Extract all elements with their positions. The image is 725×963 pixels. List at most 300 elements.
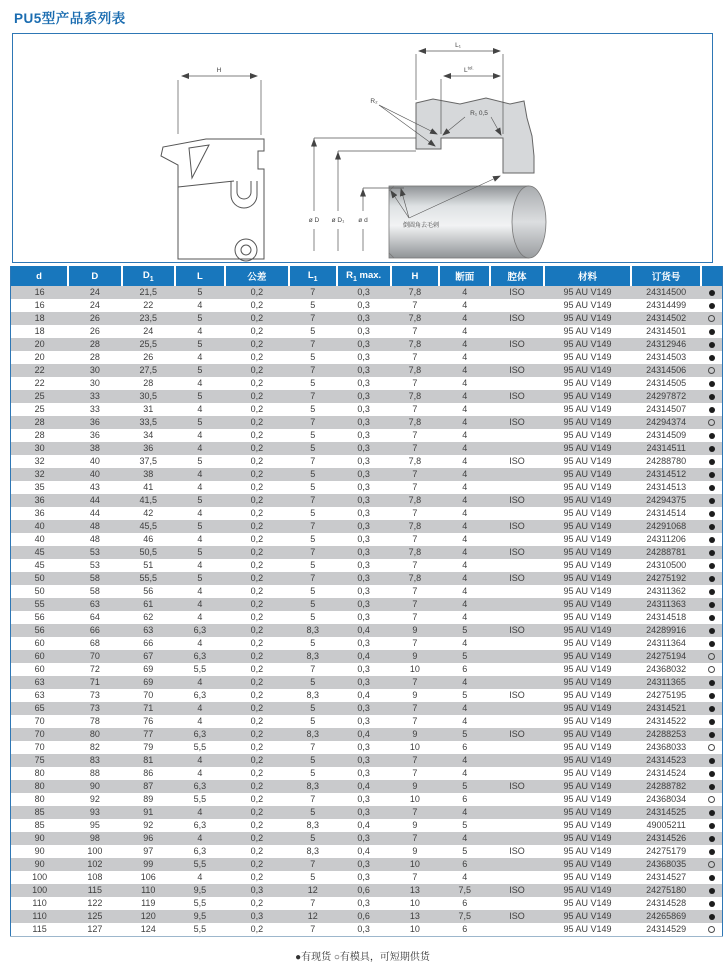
cell: 7 [310,742,316,752]
cell: 24368033 [646,742,687,752]
cell: 6 [462,859,468,869]
cell: 7,8 [408,365,422,375]
cell: 70 [143,690,154,700]
cell: ISO [509,417,525,427]
cell: 0,2 [250,508,264,518]
cell: 110 [141,885,156,895]
cell: 22 [34,365,45,375]
cell: 93 [89,807,100,817]
availability-cell [701,845,722,858]
cell: 7,8 [408,339,422,349]
cell: 10 [409,742,420,752]
table-row [11,364,723,377]
cell: ISO [509,456,525,466]
seal-drawing-svg [13,34,712,262]
cell: 41 [143,482,154,492]
cell: 24314501 [646,326,687,336]
cell: 5 [197,417,203,427]
cell: 5 [310,872,316,882]
cell: 23,5 [139,313,158,323]
cell: 7 [310,456,316,466]
cell: 7 [412,469,418,479]
cell: 7,8 [408,391,422,401]
column-header: d [11,266,69,286]
cell: 38 [143,469,154,479]
cell: 5,5 [193,742,207,752]
cell: 0,6 [357,885,370,895]
groove-installation-view [309,42,546,258]
availability-cell [701,650,722,663]
mold-available-dot [708,315,715,322]
cell: 25 [34,404,45,414]
cell: 24314512 [646,469,687,479]
table-row [11,377,723,390]
cell: 95 AU V149 [563,313,612,323]
cell: 5 [310,352,316,362]
cell: 6,3 [193,781,207,791]
cell: 24314509 [646,430,687,440]
availability-cell [701,832,722,845]
cell: 7,8 [408,495,422,505]
cell: 7 [412,716,418,726]
cell: 0,2 [250,924,264,934]
cell: 79 [143,742,154,752]
cell: 0,3 [357,768,370,778]
cell: 4 [462,300,468,310]
cell: 7 [412,638,418,648]
column-header [701,266,722,286]
cell: 24314524 [646,768,687,778]
cell: 5 [462,729,468,739]
cell: 0,3 [357,352,370,362]
cell: 95 AU V149 [563,417,612,427]
cell: 7,8 [408,521,422,531]
cell [490,468,543,481]
cell: 40 [89,469,100,479]
cell: 25,5 [139,339,158,349]
cell [490,702,543,715]
cell: 43 [89,482,100,492]
cell [490,585,543,598]
in-stock-dot [709,446,715,452]
cell: 0,2 [250,456,264,466]
availability-cell [701,754,722,767]
column-header: 断面 [439,266,490,286]
availability-cell [701,819,722,832]
cell: 4 [462,547,468,557]
cell: 73 [89,690,100,700]
cell: 5,5 [193,859,207,869]
cell: 9 [412,651,418,661]
cell: 8,3 [306,820,319,830]
cell: 0,2 [250,846,264,856]
cell: 0,3 [357,586,370,596]
cell [490,897,543,910]
cell: 26 [89,313,100,323]
cell: 24314506 [646,365,687,375]
column-header: 腔体 [490,266,543,286]
cell: 0,2 [250,638,264,648]
cell: 55 [34,599,45,609]
cell: 9 [412,625,418,635]
in-stock-dot [709,914,715,920]
seal-profile-outline [161,139,264,259]
cell: 24368035 [646,859,687,869]
cell: 4 [197,404,203,414]
cell: 53 [89,560,100,570]
cell: 5 [462,820,468,830]
cell [490,403,543,416]
cell: 115 [87,885,103,895]
cell: 64 [89,612,100,622]
cell: 24314502 [646,313,687,323]
cell: 7 [310,924,316,934]
cell: 0,3 [357,872,370,882]
in-stock-dot [709,706,715,712]
availability-cell [701,520,722,533]
availability-cell [701,923,722,937]
cell: 0,2 [250,534,264,544]
cell: 30,5 [139,391,158,401]
cell: 55,5 [139,573,158,583]
cell: 0,2 [250,664,264,674]
cell: 5 [310,534,316,544]
cell: 99 [143,859,154,869]
availability-cell [701,312,722,325]
cell: 4 [197,560,203,570]
cell: 0,3 [357,521,370,531]
cell: 95 AU V149 [563,677,612,687]
availability-cell [701,286,722,299]
table-row [11,390,723,403]
availability-cell [701,325,722,338]
cell: 95 AU V149 [563,326,612,336]
cell: 0,2 [250,651,264,661]
in-stock-dot [709,537,715,543]
cell: 7 [412,768,418,778]
cell: 98 [89,833,100,843]
cell: 5 [310,768,316,778]
cell: 31 [143,404,154,414]
cell: 21,5 [139,287,158,297]
cell: 0,2 [250,339,264,349]
cell: 6 [462,898,468,908]
cell: 0,2 [250,820,264,830]
cell: 5 [462,690,468,700]
availability-cell [701,702,722,715]
cell: 0,3 [357,534,370,544]
cell: 0,3 [357,482,370,492]
availability-cell [701,858,722,871]
cell: 0,4 [357,625,370,635]
availability-cell [701,585,722,598]
availability-cell [701,676,722,689]
cell: 0,2 [250,365,264,375]
cell: 87 [143,781,154,791]
table-header-row [11,266,723,286]
rod-shape [389,186,546,258]
cell: 0,3 [357,833,370,843]
cell: 7 [310,573,316,583]
cell: 70 [34,729,45,739]
cell: 7 [412,508,418,518]
cell: 95 AU V149 [563,755,612,765]
cell: 58 [89,586,100,596]
cell: ISO [509,690,525,700]
cell: 95 AU V149 [563,534,612,544]
cell: 0,3 [357,612,370,622]
cell: 4 [197,482,203,492]
cell: 70 [34,742,45,752]
cell: 5 [310,586,316,596]
column-header: H [391,266,439,286]
table-row [11,871,723,884]
cell: 26 [89,326,100,336]
cell: 4 [197,443,203,453]
cell: 4 [197,755,203,765]
cell: 5 [310,326,316,336]
cell: 5 [310,599,316,609]
cell [490,351,543,364]
table-row [11,455,723,468]
cell: 28 [89,352,100,362]
mold-available-dot [708,926,715,933]
cell: 89 [143,794,154,804]
cell: 7,8 [408,417,422,427]
table-row [11,624,723,637]
cell: 119 [141,898,156,908]
cell: 24314528 [646,898,687,908]
cell: 6 [462,924,468,934]
table-row [11,897,723,910]
cell: 0,2 [250,768,264,778]
cell [490,442,543,455]
cell: 7 [412,612,418,622]
cell [490,832,543,845]
cell: 0,3 [357,430,370,440]
cell: 95 AU V149 [563,391,612,401]
cell: 5 [310,508,316,518]
cell: 100 [32,885,48,895]
cell: 95 AU V149 [563,820,612,830]
cell: 12 [307,911,318,921]
cell: 95 AU V149 [563,742,612,752]
cell: 8,3 [306,690,319,700]
in-stock-dot [709,732,715,738]
cell: 4 [197,677,203,687]
cell: 0,2 [250,586,264,596]
table-row [11,923,723,937]
r2-label: R₂ [370,98,378,105]
cell: 24288253 [646,729,687,739]
cell: 4 [462,534,468,544]
cell: 28 [34,417,45,427]
cell: 0,3 [357,599,370,609]
cell: 9 [412,820,418,830]
cell: 4 [197,430,203,440]
cell [490,559,543,572]
availability-cell [701,572,722,585]
cell: 4 [462,456,468,466]
table-row [11,442,723,455]
cell: 4 [462,469,468,479]
cell: 50 [34,573,45,583]
cell: 5 [197,339,203,349]
availability-cell [701,689,722,702]
availability-cell [701,780,722,793]
cell: 0,2 [250,755,264,765]
cell: 33 [89,391,100,401]
cell: 60 [34,651,45,661]
availability-cell [701,299,722,312]
cell: 95 AU V149 [563,469,612,479]
cell: 90 [34,833,45,843]
cell: 13 [409,885,420,895]
cell: 24289916 [646,625,687,635]
cell: ISO [509,287,525,297]
cell: 24275180 [646,885,687,895]
availability-cell [701,442,722,455]
cell: 35 [34,482,45,492]
table-row [11,546,723,559]
availability-cell [701,559,722,572]
cell: 4 [197,768,203,778]
table-row [11,793,723,806]
cell: 4 [462,807,468,817]
dim-l1-label: L₁ [455,42,461,49]
in-stock-dot [709,472,715,478]
availability-cell [701,897,722,910]
cell: 7 [412,534,418,544]
cell: 45 [34,547,45,557]
table-row [11,819,723,832]
column-header: $L_1$ [289,266,337,286]
cell [490,793,543,806]
cell: 95 AU V149 [563,404,612,414]
dia-d-rod-label: ø d [358,217,368,224]
mold-available-dot [708,744,715,751]
cell: 4 [462,560,468,570]
availability-cell [701,728,722,741]
cell: 24275192 [646,573,687,583]
cell: 122 [87,898,103,908]
stock-legend: ●有现货 ○有模具，可短期供货 [295,952,430,963]
cell [490,754,543,767]
cell: 96 [143,833,154,843]
cell: 0,2 [250,287,264,297]
in-stock-dot [709,290,715,296]
cell: 7 [310,391,316,401]
cell: 24291068 [646,521,687,531]
cell: 4 [462,599,468,609]
cell: 7,5 [458,885,471,895]
cell: 6,3 [193,846,207,856]
cell [490,650,543,663]
cell: 0,3 [357,339,370,349]
cell: 45 [34,560,45,570]
cell: 0,3 [357,716,370,726]
cell: 4 [197,807,203,817]
cell: 0,3 [357,404,370,414]
cell: 95 AU V149 [563,911,612,921]
mold-available-dot [708,796,715,803]
cell: 24275179 [646,846,687,856]
cell: 0,3 [357,365,370,375]
cell [490,533,543,546]
cell: 108 [87,872,103,882]
table-row [11,572,723,585]
in-stock-dot [709,433,715,439]
cell: 4 [197,508,203,518]
cell: 0,4 [357,690,370,700]
cell: 0,2 [250,352,264,362]
cell: 0,3 [250,911,264,921]
cell: 7 [310,313,316,323]
cell: 4 [462,482,468,492]
cell [490,715,543,728]
availability-cell [701,403,722,416]
cell: 5 [310,638,316,648]
in-stock-dot [709,342,715,348]
in-stock-dot [709,407,715,413]
cell: 37,5 [139,456,158,466]
cell: 0,3 [357,391,370,401]
cell: 9,5 [193,885,207,895]
cell: ISO [509,846,525,856]
availability-cell [701,871,722,884]
dia-d-outer-label: ø D [308,217,320,224]
cell [490,429,543,442]
cell: 95 AU V149 [563,352,612,362]
cell: 0,2 [250,716,264,726]
cell: 0,3 [357,573,370,583]
in-stock-dot [709,680,715,686]
cell: 5,5 [193,898,207,908]
cell: 48 [89,521,100,531]
cell: 69 [143,664,154,674]
cell: 7 [310,365,316,375]
cell: 65 [34,703,45,713]
cell: ISO [509,781,525,791]
table-row [11,728,723,741]
cell: 95 AU V149 [563,664,612,674]
cell: 6,3 [193,729,207,739]
cell: 24314503 [646,352,687,362]
in-stock-dot [709,875,715,881]
cell: 38 [89,443,100,453]
cell: 95 AU V149 [563,300,612,310]
cell: 95 AU V149 [563,898,612,908]
cell: 46 [143,534,154,544]
table-row [11,559,723,572]
cell: 24265869 [646,911,687,921]
cell: 88 [89,768,100,778]
cell: 7 [412,300,418,310]
cell: 5 [197,287,203,297]
cell: 6 [462,664,468,674]
cell: 24311363 [646,599,686,609]
cell: 95 AU V149 [563,365,612,375]
cell: 0,2 [250,547,264,557]
cell: 0,2 [250,872,264,882]
cell: 45,5 [139,521,158,531]
cell [490,741,543,754]
cell: 4 [197,833,203,843]
cell: 80 [34,781,45,791]
cell [490,676,543,689]
cell: 8,3 [306,846,319,856]
cell: ISO [509,365,525,375]
